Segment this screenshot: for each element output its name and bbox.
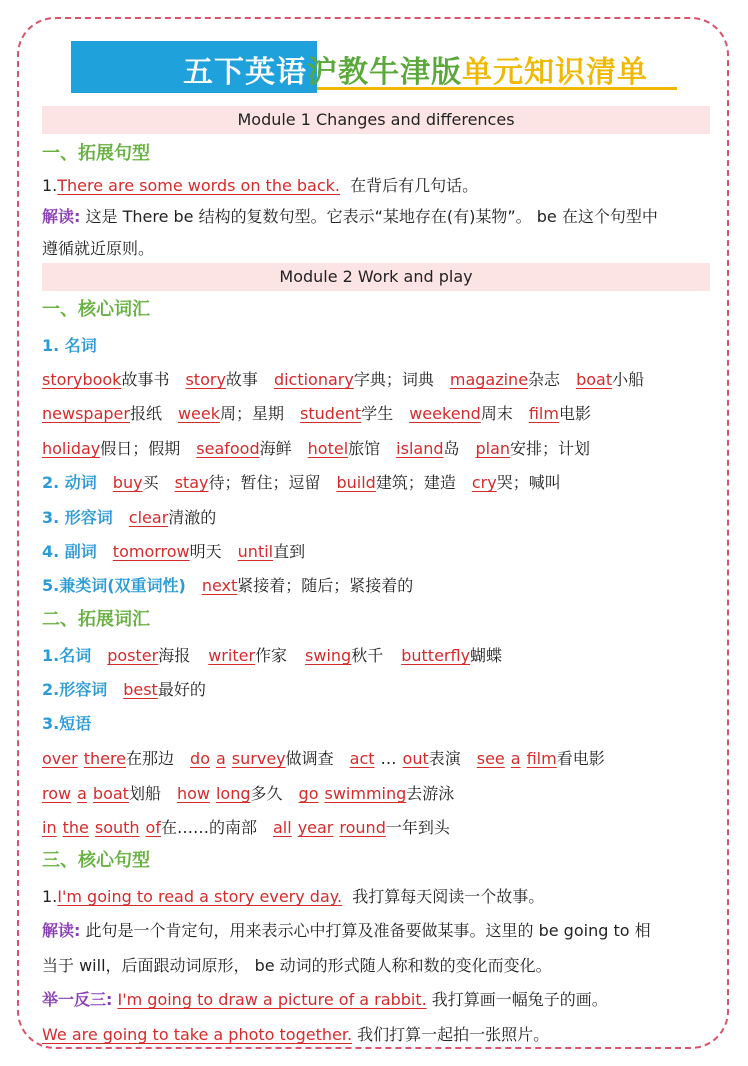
phrase-word: a: [215, 749, 226, 768]
module1-section1: 一、拓展句型: [42, 143, 150, 164]
module2-section3: 三、核心句型: [42, 850, 150, 871]
vocab-meaning: 蝴蝶: [470, 646, 503, 665]
vocab-word: student: [300, 404, 362, 423]
example1-cn: 我打算画一幅兔子的画。: [431, 990, 608, 1009]
adv-label: 4. 副词: [42, 542, 97, 561]
phrase-meaning: 去游泳: [406, 784, 455, 803]
page-title: [71, 41, 683, 93]
vocab-meaning: 故事: [225, 370, 258, 389]
vocab-word: tomorrow: [112, 542, 190, 561]
vocab-meaning: 报纸: [129, 404, 162, 423]
module2-sentence-en: I'm going to read a story every day.: [57, 887, 343, 906]
phrase-word: swimming: [324, 784, 407, 803]
module1-explain: 解读: 这是 There be 结构的复数句型。它表示“某地存在(有)某物”。 be 在这个句型中: [42, 207, 658, 226]
phrase-word: of: [145, 818, 161, 837]
phrase-meaning: 在……的南部: [160, 818, 257, 837]
vocab-word: writer: [208, 646, 256, 665]
phrase-item: [477, 749, 605, 768]
phrase-row-3: [42, 817, 450, 839]
title-part3: 单元知识清单: [462, 55, 648, 90]
phrase-word: go: [298, 784, 319, 803]
example2-cn: 我们打算一起拍一张照片。: [357, 1025, 550, 1044]
vocab-meaning: 学生: [361, 404, 394, 423]
vocab-item: [196, 439, 291, 458]
verbs-label: 2. 动词: [42, 473, 97, 492]
vocab-word: clear: [128, 508, 169, 527]
vocab-item: [274, 370, 434, 389]
phrase-item: [299, 784, 455, 803]
vocab-meaning: 电影: [558, 404, 591, 423]
vocab-word: until: [237, 542, 274, 561]
example-1: [42, 989, 608, 1011]
phrase-meaning: 表演: [428, 749, 461, 768]
vocab-word: boat: [576, 370, 613, 389]
vocab-meaning: 建筑；建造: [375, 473, 456, 492]
vocab-meaning: 假日；假期: [100, 439, 181, 458]
vocab-word: buy: [112, 473, 143, 492]
vocab-meaning: 安排；计划: [510, 439, 591, 458]
ext-adj-row: [42, 679, 206, 701]
phrase-word: see: [476, 749, 505, 768]
vocab-item: [401, 646, 502, 665]
vocab-word: swing: [305, 646, 352, 665]
vocab-meaning: 海报: [158, 646, 191, 665]
module1-sentence-cn: 在背后有几句话。: [350, 176, 479, 195]
vocab-meaning: 周；星期: [220, 404, 285, 423]
vocab-word: hotel: [307, 439, 349, 458]
vocab-word: next: [201, 576, 238, 595]
vocab-word: seafood: [196, 439, 260, 458]
phrase-word: all: [272, 818, 292, 837]
vocab-word: cry: [471, 473, 497, 492]
adj-label: 3. 形容词: [42, 508, 113, 527]
phrase-word: row: [42, 784, 72, 803]
adj-row: [42, 507, 216, 529]
phrase-word: a: [510, 749, 521, 768]
phrase-word: survey: [231, 749, 286, 768]
explain-label: 解读:: [42, 207, 81, 226]
vocab-meaning: 清澈的: [168, 508, 217, 527]
module2-explain: 解读: 此句是一个肯定句，用来表示心中打算及准备要做某事。这里的 be going to 相: [42, 921, 651, 940]
ext-nouns-row: [42, 645, 502, 667]
vocab-meaning: 岛: [443, 439, 460, 458]
phrase-word: film: [526, 749, 557, 768]
phrase-meaning: 划船: [128, 784, 161, 803]
phrase-word: in: [42, 818, 57, 837]
vocab-item: [202, 576, 413, 595]
vocab-meaning: 买: [142, 473, 159, 492]
phrase-meaning: 看电影: [556, 749, 605, 768]
example1-en: I'm going to draw a picture of a rabbit.: [117, 990, 427, 1009]
vocab-word: week: [177, 404, 221, 423]
title-part1: 五下英语: [183, 55, 307, 90]
vocab-meaning: 作家: [255, 646, 288, 665]
module2-section2: 二、拓展词汇: [42, 609, 150, 630]
explain-label-2: 解读:: [42, 921, 81, 940]
vocab-item: [42, 439, 180, 458]
vocab-item: [300, 404, 393, 423]
phrase-word: a: [77, 784, 87, 803]
vocab-item: [396, 439, 459, 458]
vocab-word: island: [396, 439, 444, 458]
phrase-word: do: [190, 749, 210, 768]
vocab-meaning: 小船: [612, 370, 645, 389]
vocab-item: [129, 508, 216, 527]
vocab-word: magazine: [449, 370, 529, 389]
module2-sentence: 1.I'm going to read a story every day. 我打算每天阅读一个故事。: [42, 887, 545, 906]
vocab-word: stay: [174, 473, 209, 492]
phrase-item: [42, 784, 161, 803]
phrase-word: how: [176, 784, 210, 803]
vocab-word: plan: [475, 439, 511, 458]
vocab-meaning: 旅馆: [348, 439, 381, 458]
phrase-meaning: 在那边: [126, 749, 175, 768]
phrase-item: [177, 784, 283, 803]
ext-nouns-label: 1.名词: [42, 646, 92, 665]
nouns-label: 1. 名词: [42, 336, 97, 355]
module1-sentence-en: There are some words on the back.: [57, 176, 340, 195]
vocab-word: holiday: [42, 439, 101, 458]
phrase-word: …: [380, 749, 397, 768]
vocab-word: weekend: [409, 404, 481, 423]
module2-header: Module 2 Work and play: [42, 263, 710, 291]
vocab-meaning: 海鲜: [259, 439, 292, 458]
phrase-word: round: [339, 818, 386, 837]
vocab-word: film: [528, 404, 559, 423]
vocab-item: [308, 439, 381, 458]
phrase-word: year: [297, 818, 334, 837]
vocab-item: [107, 646, 190, 665]
vocab-item: [42, 370, 169, 389]
phrase-meaning: 一年到头: [385, 818, 450, 837]
adv-row: [42, 541, 305, 563]
multi-row: [42, 575, 413, 597]
vocab-item: [409, 404, 513, 423]
phrase-row-1: [42, 748, 605, 770]
phrase-label: 3.短语: [42, 714, 92, 733]
vocab-item: [336, 473, 455, 492]
vocab-item: [529, 404, 591, 423]
nouns-row-2: [42, 403, 591, 425]
phrase-word: act: [349, 749, 375, 768]
module2-section1: 一、核心词汇: [42, 299, 150, 320]
phrase-word: over: [42, 749, 78, 768]
vocab-item: [476, 439, 591, 458]
vocab-item: [238, 542, 305, 561]
vocab-word: build: [336, 473, 376, 492]
vocab-meaning: 杂志: [528, 370, 561, 389]
phrase-row-2: [42, 783, 454, 805]
vocab-item: [178, 404, 284, 423]
vocab-item: [185, 370, 257, 389]
vocab-word: storybook: [42, 370, 122, 389]
vocab-meaning: 直到: [273, 542, 306, 561]
vocab-meaning: 秋千: [351, 646, 384, 665]
vocab-item: [208, 646, 287, 665]
phrase-item: [350, 749, 461, 768]
module2-explain-cont: 当于 will，后面跟动词原形， be 动词的形式随人称和数的变化而变化。: [42, 956, 552, 975]
vocab-meaning: 待；暂住；逗留: [208, 473, 321, 492]
vocab-item: [576, 370, 644, 389]
vocab-item: [472, 473, 561, 492]
vocab-meaning: 最好的: [157, 680, 206, 699]
phrase-word: there: [83, 749, 127, 768]
phrase-item: [42, 818, 257, 837]
vocab-meaning: 明天: [189, 542, 222, 561]
phrase-meaning: 多久: [250, 784, 283, 803]
vocab-item: [175, 473, 321, 492]
ext-adj-label: 2.形容词: [42, 680, 108, 699]
vocab-item: [450, 370, 560, 389]
vocab-item: [113, 542, 222, 561]
vocab-word: butterfly: [401, 646, 471, 665]
phrase-word: long: [215, 784, 251, 803]
vocab-word: best: [123, 680, 158, 699]
vocab-meaning: 哭；喊叫: [496, 473, 561, 492]
phrase-item: [273, 818, 450, 837]
module2-sentence-cn: 我打算每天阅读一个故事。: [352, 887, 545, 906]
vocab-item: [42, 404, 162, 423]
module1-explain-cont: 遵循就近原则。: [42, 239, 155, 258]
vocab-word: newspaper: [42, 404, 130, 423]
vocab-word: story: [185, 370, 226, 389]
phrase-word: out: [402, 749, 429, 768]
example2-en: We are going to take a photo together.: [42, 1025, 353, 1044]
phrase-meaning: 做调查: [285, 749, 334, 768]
vocab-word: poster: [107, 646, 159, 665]
phrase-item: [190, 749, 334, 768]
phrase-item: [42, 749, 174, 768]
phrase-word: the: [62, 818, 89, 837]
nouns-row-3: [42, 438, 590, 460]
multi-label: 5.兼类词(双重词性): [42, 576, 186, 595]
vocab-meaning: 周末: [480, 404, 513, 423]
phrase-word: boat: [92, 784, 129, 803]
vocab-item: [113, 473, 159, 492]
example-2: [42, 1024, 549, 1046]
vocab-word: dictionary: [273, 370, 354, 389]
phrase-word: south: [94, 818, 140, 837]
vocab-meaning: 字典；词典: [353, 370, 434, 389]
vocab-meaning: 故事书: [121, 370, 170, 389]
example-label: 举一反三:: [42, 990, 113, 1009]
module1-header: Module 1 Changes and differences: [42, 106, 710, 134]
nouns-row-1: [42, 369, 644, 391]
module1-sentence: 1.There are some words on the back. 在背后有几句话。: [42, 176, 479, 195]
vocab-item: [123, 680, 206, 699]
vocab-meaning: 紧接着；随后；紧接着的: [237, 576, 414, 595]
verbs-row: [42, 472, 561, 494]
vocab-item: [305, 646, 383, 665]
title-part2: 沪教牛津版: [307, 55, 462, 90]
